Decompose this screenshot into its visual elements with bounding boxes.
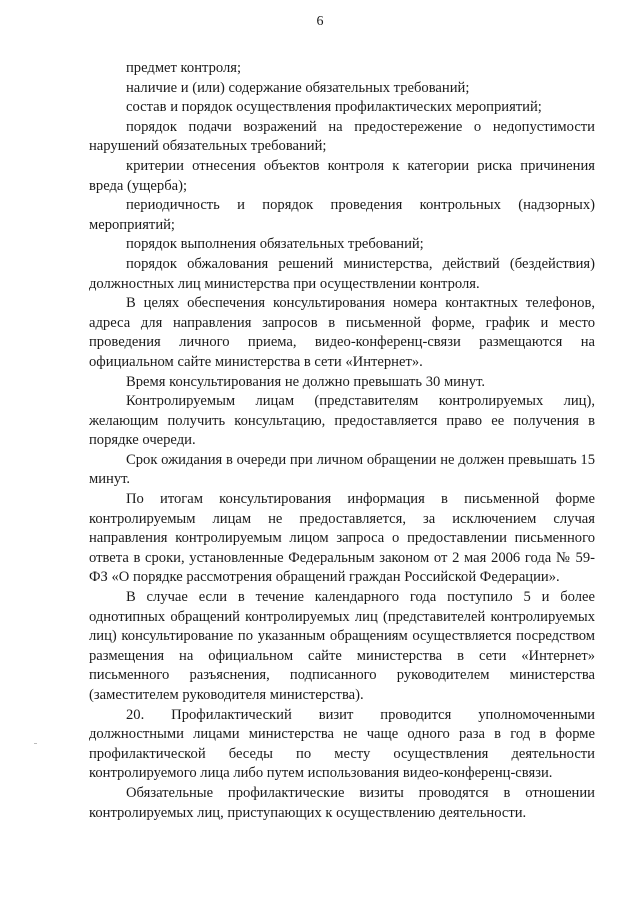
list-item-appeal: порядок обжалования решений министерства, действий (бездействия) должностных лиц министерства при осуществлении контроля.: [89, 255, 595, 292]
paragraph-repeated-requests: В случае если в течение календарного года поступило 5 и более однотипных обращений контролируемых лиц (представителей контролируемых лиц) консультирование по указанным обращениям осуществляется посредством размещения на официальном сайте министерства в сети «Интернет» письменного разъяснения, подписанного руководителем министерства (заместителем руководителя министерства).: [89, 589, 595, 703]
list-item-preventive-measures: состав и порядок осуществления профилактических мероприятий;: [126, 99, 542, 116]
list-item-periodicity: периодичность и порядок проведения контрольных (надзорных) мероприятий;: [89, 197, 595, 233]
paragraph-wait-time: Срок ожидания в очереди при личном обращении не должен превышать 15 минут.: [89, 451, 595, 488]
paragraph-queue-right: Контролируемым лицам (представителям контролируемых лиц), желающим получить консультацию, предоставляется право ее получения в порядке очереди.: [89, 393, 595, 449]
paragraph-written-answer: По итогам консультирования информация в письменной форме контролируемым лицам не предоставляется, за исключением случая направления контролируемым лицом запроса о предоставлении письменного ответа в сроки, установленные Федеральным законом от 2 мая 2006 года № 59-ФЗ «О порядке рассмотрения обращений граждан Российской Федерации».: [89, 491, 595, 586]
paragraph-contact-info: В целях обеспечения консультирования номера контактных телефонов, адреса для направления запросов в письменной форме, график и место проведения личного приема, видео-конференц-связи размещаются на официальном сайте министерства в сети «Интернет».: [89, 295, 595, 370]
page-number: 6: [316, 14, 324, 29]
paragraph-consult-duration: Время консультирования не должно превышать 30 минут.: [126, 373, 486, 390]
paragraph-mandatory-visits: Обязательные профилактические визиты проводятся в отношении контролируемых лиц, приступающих к осуществлению деятельности.: [89, 784, 595, 821]
list-item-risk-criteria: критерии отнесения объектов контроля к категории риска причинения вреда (ущерба);: [89, 157, 595, 194]
document-body: [89, 59, 595, 823]
scan-mark: [34, 743, 37, 744]
list-item-control-subject: предмет контроля;: [126, 60, 242, 76]
list-item-fulfillment: порядок выполнения обязательных требований;: [126, 236, 424, 253]
paragraph-preventive-visit: 20. Профилактический визит проводится уполномоченными должностными лицами министерства не чаще одного раза в год в форме профилактической беседы по месту осуществления деятельности контролируемого лица либо путем использования видео-конференц-связи.: [89, 706, 595, 782]
list-item-objections: порядок подачи возражений на предостережение о недопустимости нарушений обязательных требований;: [89, 118, 595, 155]
list-item-mandatory-requirements: наличие и (или) содержание обязательных требований;: [126, 79, 470, 96]
